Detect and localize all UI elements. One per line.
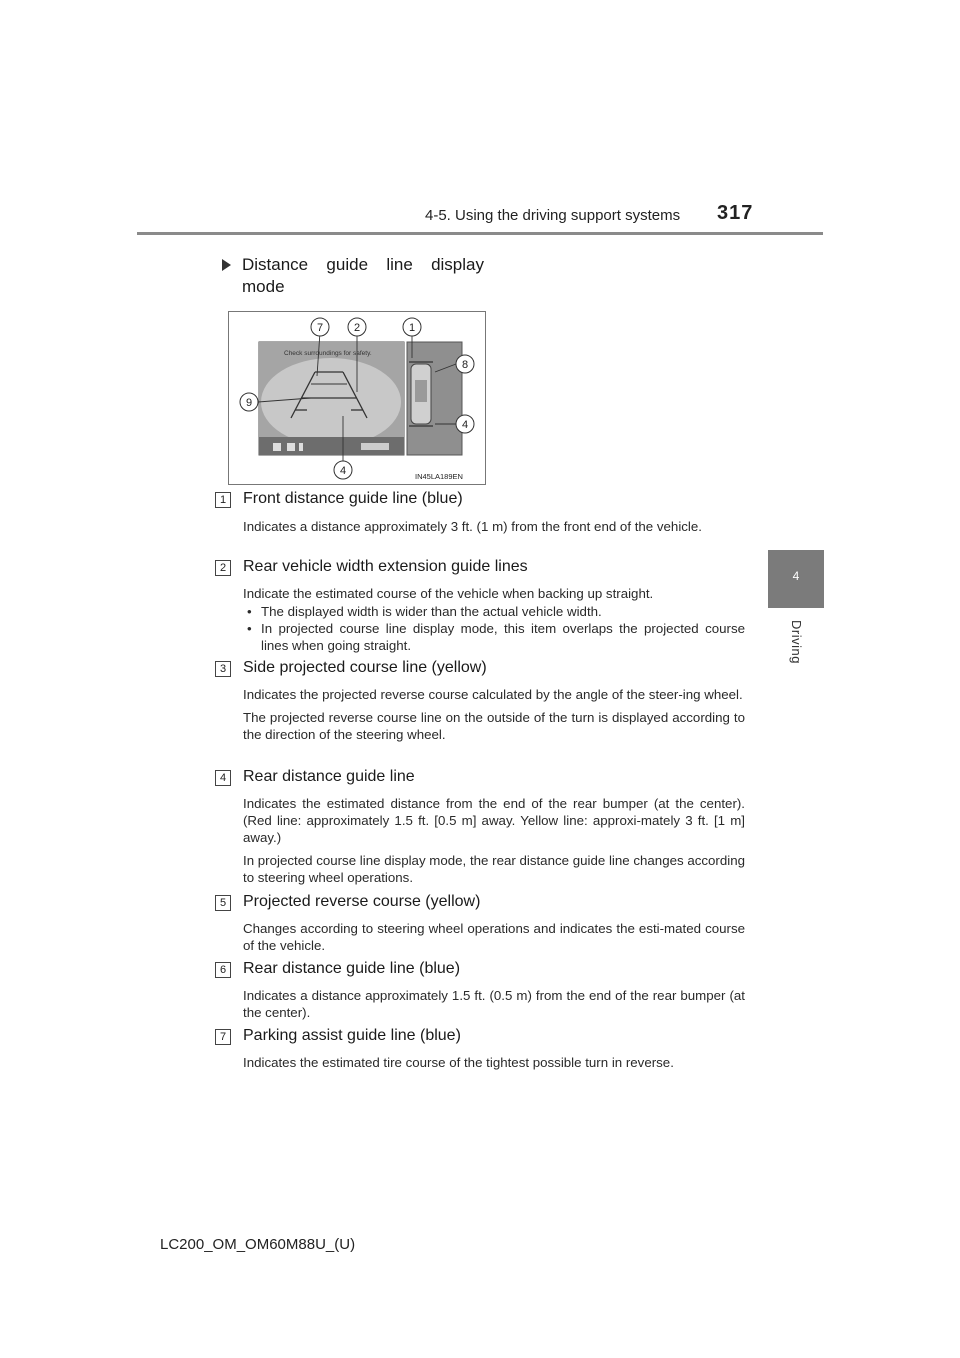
callout-4-right-label: 4	[461, 419, 469, 431]
item-number-badge: 7	[215, 1029, 231, 1045]
figure-code: IN45LA189EN	[415, 472, 463, 481]
mode-heading-line1: Distance guide line display	[242, 255, 484, 274]
callout-9-label: 9	[245, 397, 253, 409]
item-number-badge: 3	[215, 661, 231, 677]
header-section-title: 4-5. Using the driving support systems	[425, 207, 681, 224]
camera-display-illustration	[229, 312, 485, 484]
page-number: 317	[717, 202, 754, 224]
item-title: Projected reverse course (yellow)	[243, 893, 481, 910]
footer-document-code: LC200_OM_OM60M88U_(U)	[160, 1236, 356, 1253]
item-body	[243, 585, 745, 658]
item-paragraph: Indicates the estimated tire course of the tightest possible turn in reverse.	[243, 1055, 674, 1070]
item-body	[243, 1054, 745, 1077]
screen-caption: Check surroundings for safety.	[284, 350, 372, 357]
camera-view-ground	[261, 358, 401, 446]
mode-heading	[222, 254, 484, 298]
item-number-badge: 4	[215, 770, 231, 786]
item-body	[243, 518, 745, 541]
bullet-item: • The displayed width is wider than the actual vehicle width.	[243, 603, 745, 620]
item-paragraph: Indicates the estimated distance from the end of the rear bumper (at the center). (Red line: approximately 1.5 ft. [0.5 m] away. Yellow line: approxi-mately 3 ft. [1 m] away.)	[243, 796, 745, 845]
item-body	[243, 987, 745, 1027]
item-title: Front distance guide line (blue)	[243, 490, 463, 507]
header-rule	[137, 232, 823, 235]
callout-8-label: 8	[461, 359, 469, 371]
item-title: Parking assist guide line (blue)	[243, 1027, 461, 1044]
item-paragraph: Indicate the estimated course of the vehicle when backing up straight.	[243, 586, 654, 601]
item-body	[243, 920, 745, 960]
item-paragraph: In projected course line display mode, the rear distance guide line changes according to steering wheel operations.	[243, 853, 745, 885]
chapter-tab-label: Driving	[789, 620, 804, 664]
triangle-arrow-icon	[222, 259, 231, 271]
item-paragraph: Indicates the projected reverse course calculated by the angle of the steer-ing wheel.	[243, 687, 743, 702]
callout-1-label: 1	[408, 322, 416, 334]
item-paragraph: Indicates a distance approximately 1.5 ft. (0.5 m) from the end of the rear bumper (at the center).	[243, 988, 745, 1020]
item-number-badge: 5	[215, 895, 231, 911]
mode-heading-line2: mode	[242, 277, 285, 296]
item-title: Rear distance guide line	[243, 768, 415, 785]
camera-display-figure	[228, 311, 486, 485]
item-number-badge: 6	[215, 962, 231, 978]
chapter-tab-number: 4	[792, 569, 800, 583]
item-paragraph: Changes according to steering wheel operations and indicates the esti-mated course of the vehicle.	[243, 921, 745, 953]
item-title: Rear vehicle width extension guide lines	[243, 558, 528, 575]
item-title: Rear distance guide line (blue)	[243, 960, 461, 977]
item-paragraph: Indicates a distance approximately 3 ft. (1 m) from the front end of the vehicle.	[243, 519, 702, 534]
item-number-badge: 1	[215, 492, 231, 508]
chapter-tab	[768, 550, 824, 608]
bullet-list	[243, 603, 745, 654]
item-title: Side projected course line (yellow)	[243, 659, 487, 676]
item-number-badge: 2	[215, 560, 231, 576]
item-paragraph: The projected reverse course line on the outside of the turn is displayed according to the direction of the steering wheel.	[243, 710, 745, 742]
item-body	[243, 686, 745, 749]
bullet-item: • In projected course line display mode, this item overlaps the projected course lines when going straight.	[243, 620, 745, 654]
callout-4-bottom-label: 4	[339, 465, 347, 477]
callout-2-label: 2	[353, 322, 361, 334]
callout-7-label: 7	[316, 322, 324, 334]
item-body	[243, 795, 745, 892]
